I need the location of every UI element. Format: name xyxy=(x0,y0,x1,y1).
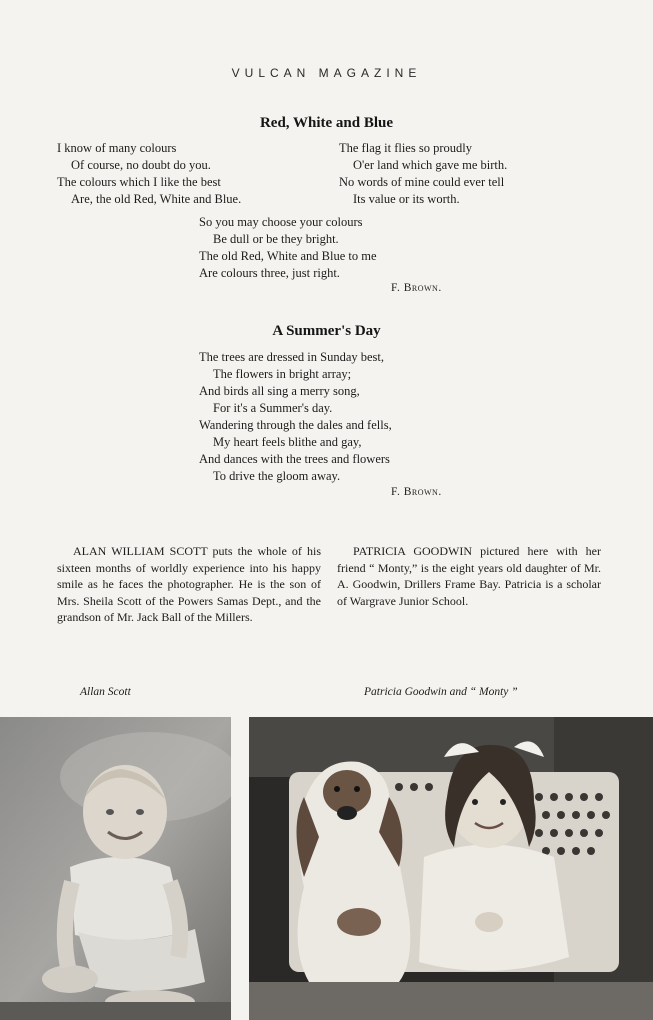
photo-allan-scott xyxy=(0,717,231,1020)
poem-line: To drive the gloom away. xyxy=(213,469,341,483)
poem-line: For it's a Summer's day. xyxy=(213,401,333,415)
poem-line: The old Red, White and Blue to me xyxy=(199,249,377,263)
poem1-stanza-1 xyxy=(57,140,241,208)
poem-line: And dances with the trees and flowers xyxy=(199,452,390,466)
poem-line: The flag it flies so proudly xyxy=(339,141,472,155)
poem2-body xyxy=(199,349,392,485)
poem-line: Of course, no doubt do you. xyxy=(71,158,211,172)
poem-line: Are, the old Red, White and Blue. xyxy=(71,192,242,206)
poem-line: Be dull or be they bright. xyxy=(213,232,339,246)
poem-line: The trees are dressed in Sunday best, xyxy=(199,350,385,364)
poem-line: Wandering through the dales and fells, xyxy=(199,418,392,432)
poem-line: Its value or its worth. xyxy=(353,192,460,206)
masthead: VULCAN MAGAZINE xyxy=(231,66,422,80)
poem-title-red-white-blue: Red, White and Blue xyxy=(259,115,394,131)
poem-line: No words of mine could ever tell xyxy=(339,175,505,189)
poem1-stanza-2 xyxy=(339,140,507,208)
poem-line: O'er land which gave me birth. xyxy=(353,158,508,172)
caption-allan-scott: Allan Scott xyxy=(80,686,131,698)
poem-line: The colours which I like the best xyxy=(57,175,221,189)
poem1-stanza-3 xyxy=(199,214,377,282)
article-alan-scott: ALAN WILLIAM SCOTT puts the whole of his sixteen months of worldly experience into his happy smile as he faces the photographer. He is the son of Mrs. Sheila Scott of the Powers Samas Dept., and the grandson of Mr. Jack Ball of the Millers. xyxy=(57,544,321,624)
poem-line: So you may choose your colours xyxy=(199,215,363,229)
caption-patricia-goodwin: Patricia Goodwin and “ Monty ” xyxy=(364,686,518,698)
poem-title-summers-day: A Summer's Day xyxy=(272,323,381,339)
poem-line: The flowers in bright array; xyxy=(213,367,352,381)
poem-line: My heart feels blithe and gay, xyxy=(213,435,362,449)
article-patricia-goodwin: PATRICIA GOODWIN pictured here with her friend “ Monty,” is the eight years old daughter of Mr. A. Goodwin, Drillers Frame Bay. Patricia is a scholar of Wargrave Junior School. xyxy=(337,544,601,608)
poem-line: I know of many colours xyxy=(57,141,177,155)
photo-patricia-and-monty xyxy=(249,717,653,1020)
poem2-author: F. Brown. xyxy=(391,486,442,498)
poem-line: And birds all sing a merry song, xyxy=(199,384,360,398)
poem1-author: F. Brown. xyxy=(391,282,442,294)
poem-line: Are colours three, just right. xyxy=(199,266,340,280)
